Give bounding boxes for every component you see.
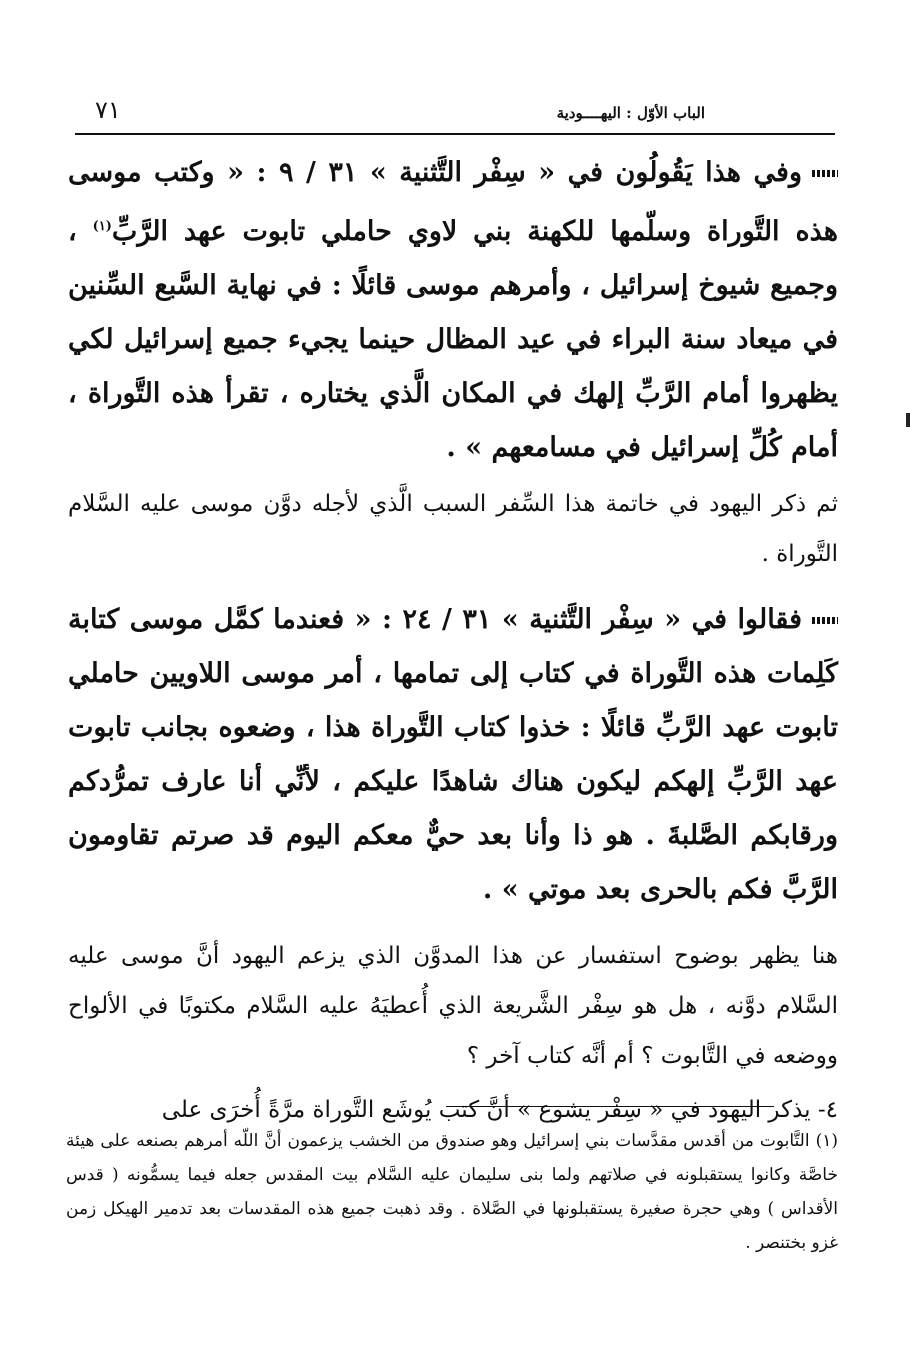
paragraph-4: هنا يظهر بوضوح استفسار عن هذا المدوَّن الذي يزعم اليهود أنَّ موسى عليه السَّلام دوَّنه ، هل هو سِفْر الشَّريعة الذي أُعطيَهُ عليه السَّلام مكتوبًا في الألواح ووضعه في التَّابوت ؟ أم أنَّه كتاب آخر ؟ [68, 943, 838, 1069]
paragraph-marker-icon [812, 170, 838, 177]
header-rule [75, 133, 835, 135]
quote-paragraph-2 [68, 593, 838, 917]
running-title: الباب الأوّل : اليهــــودية [556, 104, 705, 122]
paragraph-5: ٤- يذكر اليهود في « سِفْر يشوع » أنَّ كتب يُوشَع التَّوراة مرَّةً أُخرَى على [161, 1097, 838, 1123]
quote-1-text: وفي هذا يَقُولُون في « سِفْر التَّثنية » ٣١ / ٩ : « وكتب موسى هذه التَّوراة وسلّمها للكهنة بني لاوي حاملي تابوت عهد الرَّبِّ [68, 157, 838, 247]
quote-paragraph-1 [68, 146, 838, 475]
footnote-rule [446, 1106, 774, 1107]
paragraph-marker-icon [812, 617, 838, 624]
footnote-1: (١) التَّابوت من أقدس مقدَّسات بني إسرائيل وهو صندوق من الخشب يزعمون أنَّ اللّه أمرهم بصنعه على هيئة خاصَّة وكانوا يستقبلونه في صلاتهم ولما بنى سليمان عليه السَّلام بيت المقدس جعله فيما يسمُّونه ( قدس الأقداس ) وهي حجرة صغيرة يستقبلونها في الصَّلاة . وقد ذهبت جميع هذه المقدسات بعد تدمير الهيكل زمن غزو بختنصر . [66, 1131, 838, 1253]
body-text [68, 146, 838, 1135]
quote-2-text: فقالوا في « سِفْر التَّثنية » ٣١ / ٢٤ : « فعندما كمَّل موسى كتابة كَلِمات هذه التَّوراة في كتاب إلى تمامها ، أمر موسى اللاويين حاملي تابوت عهد الرَّبِّ قائلًا : خذوا كتاب التَّوراة هذا ، وضعوه بجانب تابوت عهد الرَّبِّ إلهكم ليكون هناك شاهدًا عليكم ، لأنِّي أنا عارف تمرُّدكم ورقابكم الصَّلبةَ . هو ذا وأنا بعد حيٌّ معكم اليوم قد صرتم تقاومون الرَّبَّ فكم بالحرى بعد موتي » . [68, 604, 838, 905]
page-header [75, 96, 835, 130]
paragraph-2: ثم ذكر اليهود في خاتمة هذا السِّفر السبب الَّذي لأجله دوَّن موسى عليه السَّلام التَّوراة . [68, 491, 838, 567]
page-number: ٧١ [95, 96, 121, 124]
footnote-ref: (١) [92, 219, 112, 234]
footnotes [66, 1124, 838, 1260]
quote-1-text-after: ، وجميع شيوخ إسرائيل ، وأمرهم موسى قائلًا : في نهاية السَّبع السِّنين في ميعاد سنة البراء في عيد المظال حينما يجيء جميع إسرائيل لكي يظهروا أمام الرَّبِّ إلهك في المكان الَّذي يختاره ، تقرأ هذه التَّوراة ، أمام كُلِّ إسرائيل في مسامعهم » . [68, 216, 838, 463]
scan-edge-mark [906, 413, 910, 427]
